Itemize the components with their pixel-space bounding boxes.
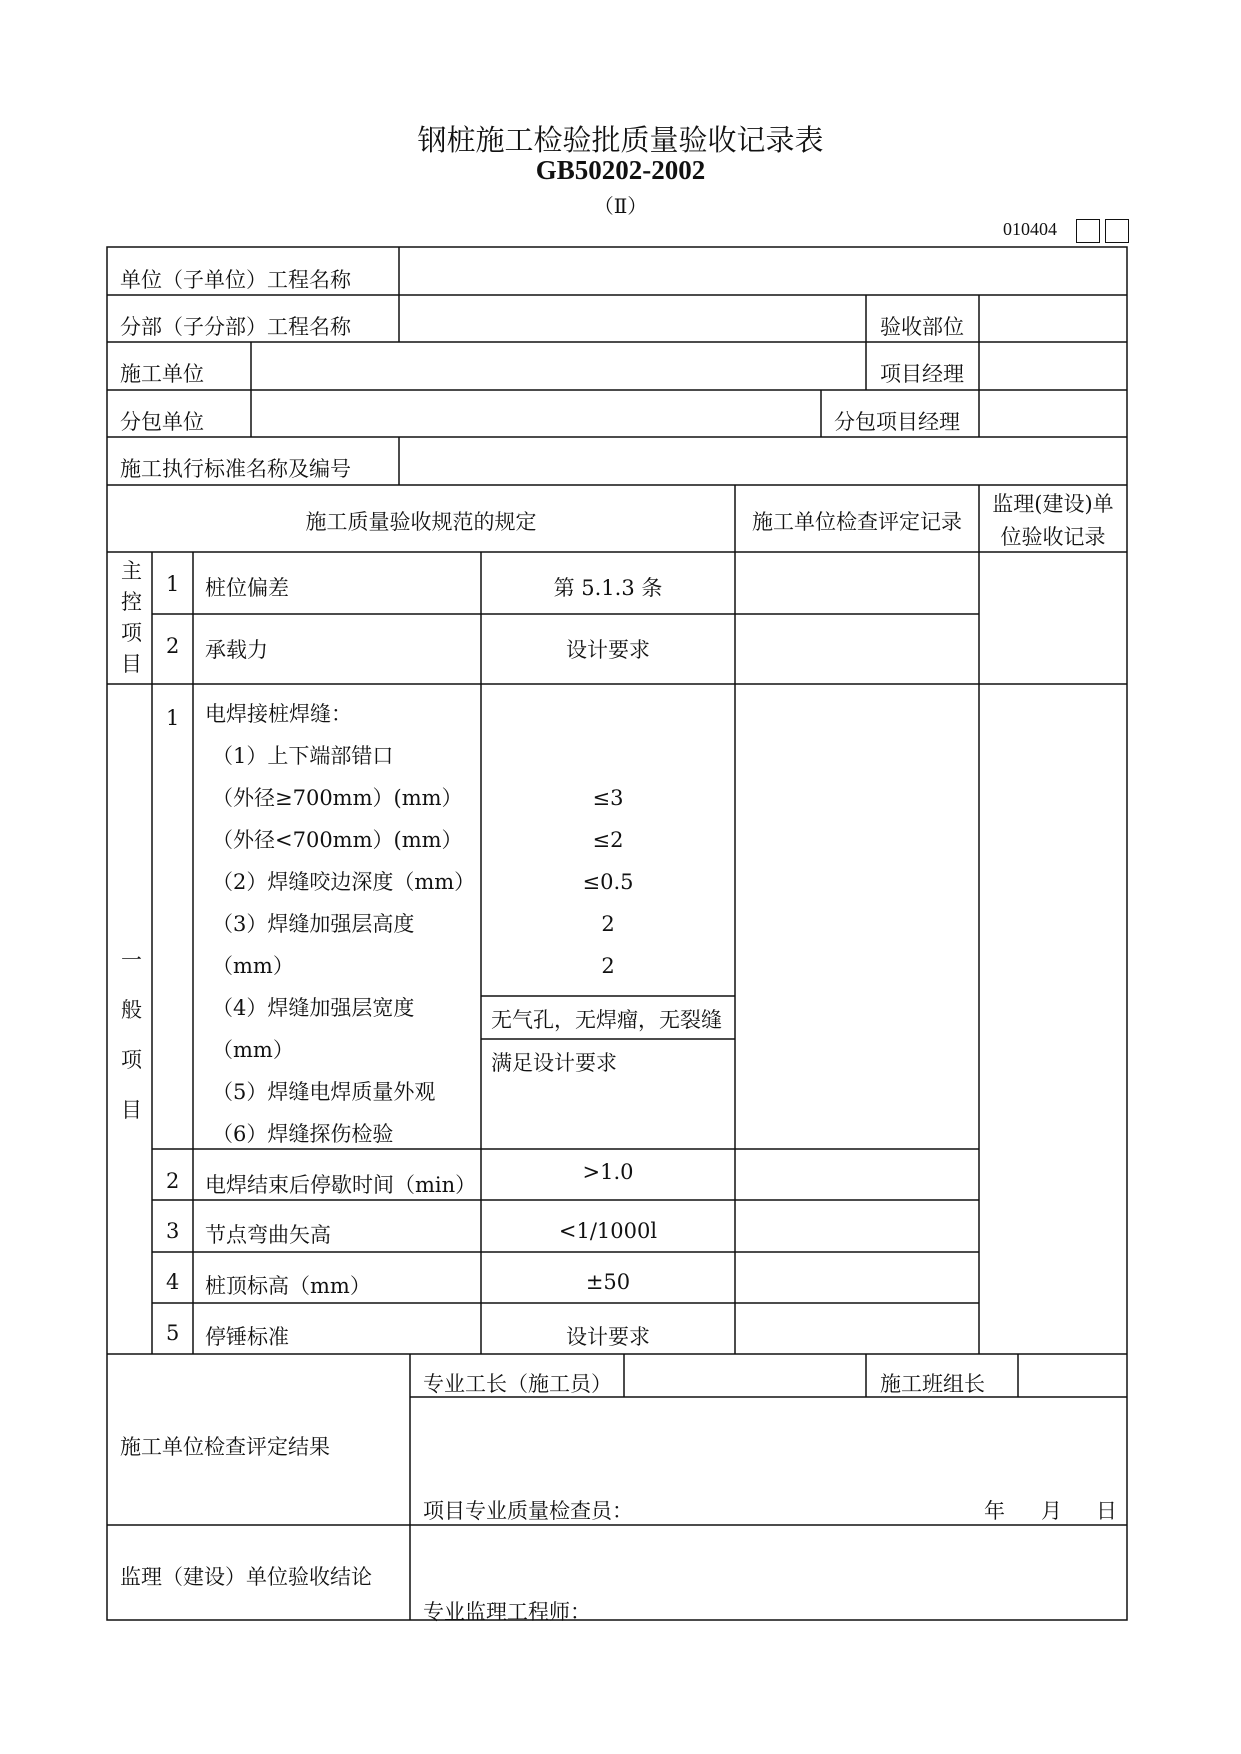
general-item-1-inspection: 满足设计要求 — [491, 1051, 617, 1075]
date-month-label: 月 — [1041, 1499, 1062, 1523]
general-item-5-name: 停锤标准 — [205, 1325, 289, 1349]
team-leader-label: 施工班组长 — [880, 1372, 985, 1396]
general-item-1-values: ≤3 ≤2 ≤0.5 2 2 — [582, 786, 634, 978]
general-item-2-no: 2 — [166, 1169, 180, 1193]
subcontract-unit-field[interactable] — [253, 392, 819, 435]
general-item-1-no: 1 — [166, 706, 180, 730]
spec-column-header: 施工质量验收规范的规定 — [305, 510, 537, 534]
execution-standard-label: 施工执行标准名称及编号 — [120, 457, 351, 481]
project-manager-label: 项目经理 — [880, 362, 964, 386]
construction-result-label: 施工单位检查评定结果 — [120, 1435, 330, 1459]
construction-record-column-header: 施工单位检查评定记录 — [752, 510, 962, 534]
form-code: 010404 — [1003, 219, 1057, 239]
unit-project-name-field[interactable] — [402, 249, 1124, 293]
general-item-3-value: <1/1000l — [558, 1219, 658, 1243]
team-leader-field[interactable] — [1020, 1356, 1125, 1395]
main-item-2-record-field[interactable] — [737, 616, 977, 682]
supervisor-label: 专业监理工程师： — [423, 1600, 591, 1624]
quality-inspector-label: 项目专业质量检查员： — [423, 1499, 633, 1523]
general-supervision-record-field[interactable] — [981, 686, 1125, 1352]
general-item-3-record-field[interactable] — [737, 1202, 977, 1250]
main-item-2-no: 2 — [166, 634, 180, 658]
general-item-2-record-field[interactable] — [737, 1151, 977, 1198]
standard-code: GB50202-2002 — [535, 155, 706, 185]
main-item-1-name: 桩位偏差 — [205, 576, 289, 600]
general-group-label: 一 般 项 目 — [121, 948, 142, 1122]
general-item-5-no: 5 — [166, 1321, 180, 1345]
general-item-4-record-field[interactable] — [737, 1254, 977, 1301]
division-project-name-field[interactable] — [402, 297, 864, 340]
date-day-label: 日 — [1096, 1499, 1117, 1523]
main-item-1-value: 第 5.1.3 条 — [553, 576, 663, 600]
division-project-name-label: 分部（子分部）工程名称 — [120, 315, 351, 339]
main-item-2-name: 承载力 — [205, 638, 268, 662]
main-item-1-record-field[interactable] — [737, 554, 977, 612]
supervision-conclusion-field[interactable] — [412, 1527, 1125, 1591]
date-year-label: 年 — [984, 1499, 1005, 1523]
project-manager-field[interactable] — [981, 344, 1125, 388]
general-item-4-no: 4 — [166, 1270, 180, 1294]
main-supervision-record-field[interactable] — [981, 554, 1125, 682]
general-item-1-appearance: 无气孔，无焊瘤，无裂缝 — [491, 1008, 722, 1032]
foreman-label: 专业工长（施工员） — [423, 1372, 612, 1396]
general-item-5-record-field[interactable] — [737, 1305, 977, 1352]
general-item-3-no: 3 — [166, 1219, 180, 1243]
supervision-conclusion-label: 监理（建设）单位验收结论 — [120, 1565, 372, 1589]
general-item-5-value: 设计要求 — [566, 1325, 650, 1349]
supervision-record-header-line2: 位验收记录 — [1000, 525, 1106, 549]
foreman-field[interactable] — [626, 1356, 864, 1395]
general-item-2-value: >1.0 — [582, 1160, 634, 1184]
general-item-4-name: 桩顶标高（mm） — [205, 1274, 371, 1298]
acceptance-part-label: 验收部位 — [880, 315, 964, 339]
construction-unit-label: 施工单位 — [120, 362, 204, 386]
subcontract-unit-label: 分包单位 — [120, 410, 204, 434]
general-item-1-record-field[interactable] — [737, 686, 977, 1147]
general-item-3-name: 节点弯曲矢高 — [205, 1223, 331, 1247]
form-title: 钢桩施工检验批质量验收记录表 — [417, 123, 824, 157]
main-control-group-label: 主 控 项 目 — [121, 559, 142, 676]
construction-result-field[interactable] — [412, 1399, 1125, 1489]
unit-project-name-label: 单位（子单位）工程名称 — [120, 268, 351, 292]
general-item-4-value: ±50 — [585, 1270, 631, 1294]
acceptance-part-field[interactable] — [981, 297, 1125, 340]
main-item-1-no: 1 — [166, 572, 180, 596]
supervision-record-header-line1: 监理(建设)单 — [992, 492, 1114, 516]
subcontract-manager-label: 分包项目经理 — [834, 410, 960, 434]
form-subtitle: （Ⅱ） — [593, 194, 648, 218]
execution-standard-field[interactable] — [402, 439, 1124, 483]
construction-unit-field[interactable] — [253, 344, 864, 388]
subcontract-manager-field[interactable] — [981, 392, 1125, 435]
general-item-2-name: 电焊结束后停歇时间（min） — [205, 1173, 477, 1197]
general-item-1-description: 电焊接桩焊缝： （1）上下端部错口 （外径≥700mm）(mm） （外径<700mm）(mm） （2）焊缝咬边深度（mm） （3）焊缝加强层高度 （mm） （4）焊缝加强层宽度 （mm） （5）焊缝电焊质量外观 （6）焊缝探伤检验 — [205, 702, 476, 1146]
main-item-2-value: 设计要求 — [566, 638, 650, 662]
